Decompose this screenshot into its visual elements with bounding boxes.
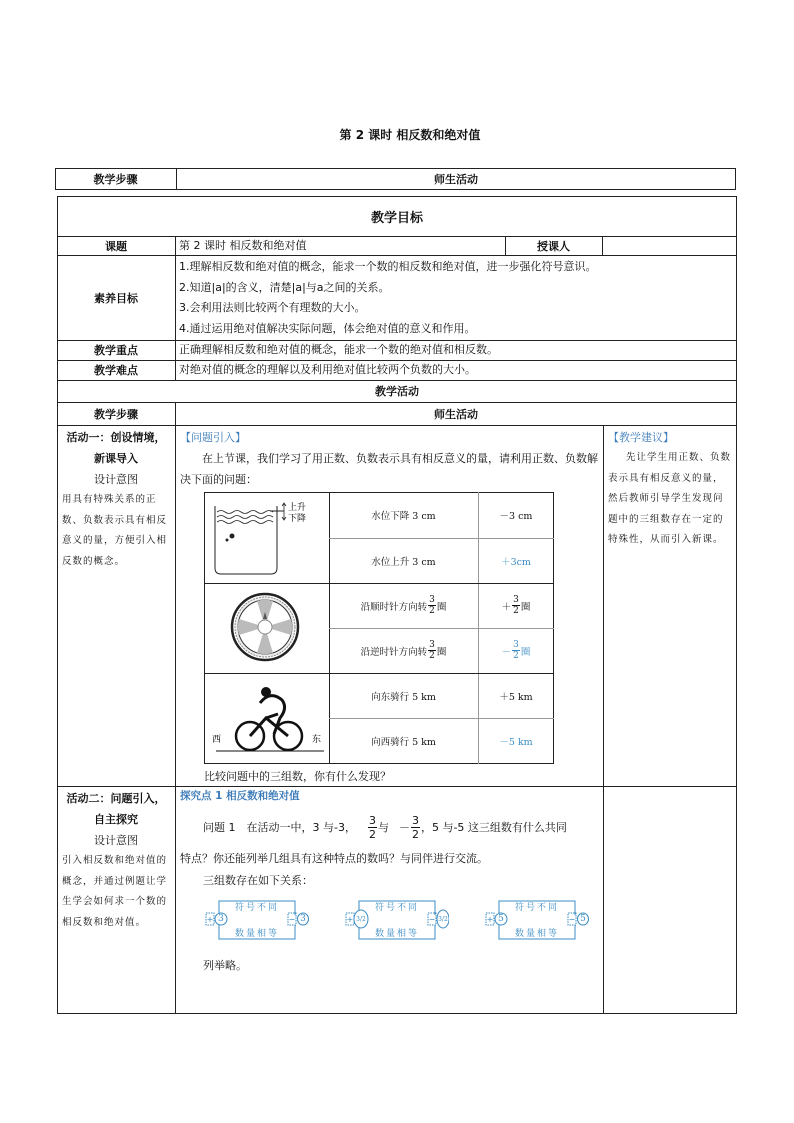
question-text: 与 xyxy=(377,820,389,834)
relation-value-right: 5 xyxy=(580,914,586,924)
desc-unit: 圈 xyxy=(436,646,447,658)
activity1-design-label: 设计意图 xyxy=(94,473,138,486)
cyclist-illustration xyxy=(208,678,326,758)
denominator: 2 xyxy=(513,606,519,616)
topic-value: 第 2 课时 相反数和绝对值 xyxy=(179,239,307,252)
table-row-value: ＋5 km xyxy=(499,691,533,703)
desc-unit: 圈 xyxy=(436,601,447,613)
literacy-item: 2.知道|a|的含义，清楚|a|与a之间的关系。 xyxy=(179,280,390,294)
water-up-label: 上升 xyxy=(288,503,307,513)
fraction xyxy=(512,640,520,661)
question-text: ，5 与-5 这三组数有什么共同 xyxy=(420,820,567,834)
sign: ＋ xyxy=(501,601,512,613)
table-row-desc: 向东骑行 5 km xyxy=(371,691,436,703)
teacher-value[interactable] xyxy=(606,236,734,255)
fraction xyxy=(512,595,520,616)
activity2-question-line2: 特点？你还能列举几组具有这种特点的数吗？与同伴进行交流。 xyxy=(180,852,488,865)
plus-sign: + xyxy=(206,914,214,924)
literacy-item: 4.通过运用绝对值解决实际问题，体会绝对值的意义和作用。 xyxy=(179,321,476,335)
denominator: 2 xyxy=(429,651,435,661)
activity2-design-label: 设计意图 xyxy=(94,834,138,847)
numerator: 3 xyxy=(429,640,435,650)
examples-note: 列举略。 xyxy=(203,959,247,972)
relation-bottom-label: 数量相等 xyxy=(514,929,559,939)
fraction xyxy=(428,595,436,616)
activity1-design-text: 用具有特殊关系的正数、负数表示具有相反意义的量，方便引入相反数的概念。 xyxy=(62,494,168,567)
table-row-value: ＋3cm xyxy=(501,556,531,568)
relation-value-left: 5 xyxy=(498,914,504,924)
teaching-suggestion xyxy=(608,427,732,551)
activity1-title: 活动一：创设情境，新课导入 xyxy=(66,431,166,465)
relation-diagram xyxy=(205,897,309,943)
table-row-value xyxy=(478,628,554,673)
dial-illustration xyxy=(229,590,301,664)
relation-bottom-label: 数量相等 xyxy=(234,929,279,939)
denominator: 2 xyxy=(513,651,519,661)
unit: 圈 xyxy=(520,601,531,613)
table-row-desc xyxy=(329,628,478,673)
activity1-question: 比较问题中的三组数，你有什么发现？ xyxy=(204,770,391,783)
activity2-question xyxy=(203,810,603,844)
desc-text: 沿逆时针方向转 xyxy=(360,646,428,658)
unit: 圈 xyxy=(520,646,531,658)
header-steps: 教学步骤 xyxy=(93,173,138,186)
numerator: 3 xyxy=(368,813,376,827)
west-label: 西 xyxy=(212,735,222,745)
fraction xyxy=(428,640,436,661)
relation-value-left: 3/2 xyxy=(356,915,366,923)
water-tank-illustration xyxy=(210,498,325,578)
activity2-section: 探究点 1 相反数和绝对值 xyxy=(180,790,300,802)
denominator: 2 xyxy=(411,827,419,841)
numerator: 3 xyxy=(429,595,435,605)
activity2-design-text: 引入相反数和绝对值的概念，并通过例题让学生学会如何求一个数的相反数和绝对值。 xyxy=(62,855,168,928)
plus-sign: + xyxy=(346,914,354,924)
minus-sign: − xyxy=(568,914,576,924)
header-activities: 师生活动 xyxy=(434,173,478,186)
table-row-value: －5 km xyxy=(499,737,533,748)
east-label: 东 xyxy=(312,735,322,745)
activities-heading: 教学活动 xyxy=(375,385,419,398)
relation-value-left: 3 xyxy=(218,914,224,924)
page-title: 第 2 课时 相反数和绝对值 xyxy=(339,127,481,142)
fraction xyxy=(368,814,377,841)
relation-top-label: 符号不同 xyxy=(374,903,419,913)
table-row-desc: 水位下降 3 cm xyxy=(371,511,436,522)
denominator: 2 xyxy=(429,606,435,616)
relation-top-label: 符号不同 xyxy=(234,903,279,913)
literacy-item: 1.理解相反数和绝对值的概念，能求一个数的相反数和绝对值，进一步强化符号意识。 xyxy=(179,260,597,273)
goals-heading: 教学目标 xyxy=(370,210,423,226)
denominator: 2 xyxy=(368,827,376,841)
activity1-steps xyxy=(62,427,170,572)
numerator: 3 xyxy=(513,595,519,605)
question-text: 问题 1 在活动一中，3 与-3， xyxy=(203,820,356,834)
numerator: 3 xyxy=(411,813,419,827)
plus-sign: + xyxy=(486,914,494,924)
difficulty-label: 教学难点 xyxy=(94,364,138,377)
relation-value-right: 3/2 xyxy=(438,915,448,923)
teacher-label: 授课人 xyxy=(537,239,570,253)
activities-content-header: 师生活动 xyxy=(434,407,478,421)
minus-sign: − xyxy=(428,914,436,924)
relation-intro: 三组数存在如下关系： xyxy=(203,874,313,887)
activity2-steps xyxy=(62,788,170,933)
key-label: 教学重点 xyxy=(94,344,138,357)
key-value: 正确理解相反数和绝对值的概念，能求一个数的绝对值和相反数。 xyxy=(179,343,498,356)
water-down-label: 下降 xyxy=(288,514,307,524)
sign: － xyxy=(501,646,512,658)
fraction xyxy=(411,814,420,841)
relation-value-right: 3 xyxy=(300,914,306,924)
activity1-intro: 在上节课，我们学习了用正数、负数表示具有相反意义的量，请利用正数、负数解决下面的问题： xyxy=(180,452,598,486)
table-row-value: －3 cm xyxy=(499,511,533,522)
suggestion-title: 【教学建议】 xyxy=(608,431,674,444)
activity1-section: 【问题引入】 xyxy=(180,431,246,444)
relation-top-label: 符号不同 xyxy=(514,903,559,913)
relation-bottom-label: 数量相等 xyxy=(374,929,419,939)
table-row-desc: 向西骑行 5 km xyxy=(371,737,436,748)
minus-sign: − xyxy=(288,914,296,924)
difficulty-value: 对绝对值的概念的理解以及利用绝对值比较两个负数的大小。 xyxy=(179,363,476,376)
suggestion-text: 先让学生用正数、负数表示具有相反意义的量，然后教师引导学生发现问题中的三组数存在一定的特殊性，从而引入新课。 xyxy=(608,452,732,545)
minus-sign: － xyxy=(398,820,410,834)
desc-text: 沿顺时针方向转 xyxy=(360,601,428,613)
numerator: 3 xyxy=(513,640,519,650)
topic-label: 课题 xyxy=(105,239,127,253)
relation-diagram xyxy=(345,897,449,943)
relation-diagram xyxy=(485,897,589,943)
table-row-desc: 水位上升 3 cm xyxy=(371,556,436,568)
activities-steps-header: 教学步骤 xyxy=(94,407,138,421)
literacy-list xyxy=(179,257,597,339)
literacy-label: 素养目标 xyxy=(94,291,138,305)
literacy-item: 3.会利用法则比较两个有理数的大小。 xyxy=(179,301,366,314)
table-row-desc xyxy=(329,583,478,628)
table-row-value xyxy=(478,583,554,628)
activity1-content xyxy=(180,427,598,490)
activity2-title: 活动二：问题引入，自主探究 xyxy=(66,792,166,826)
